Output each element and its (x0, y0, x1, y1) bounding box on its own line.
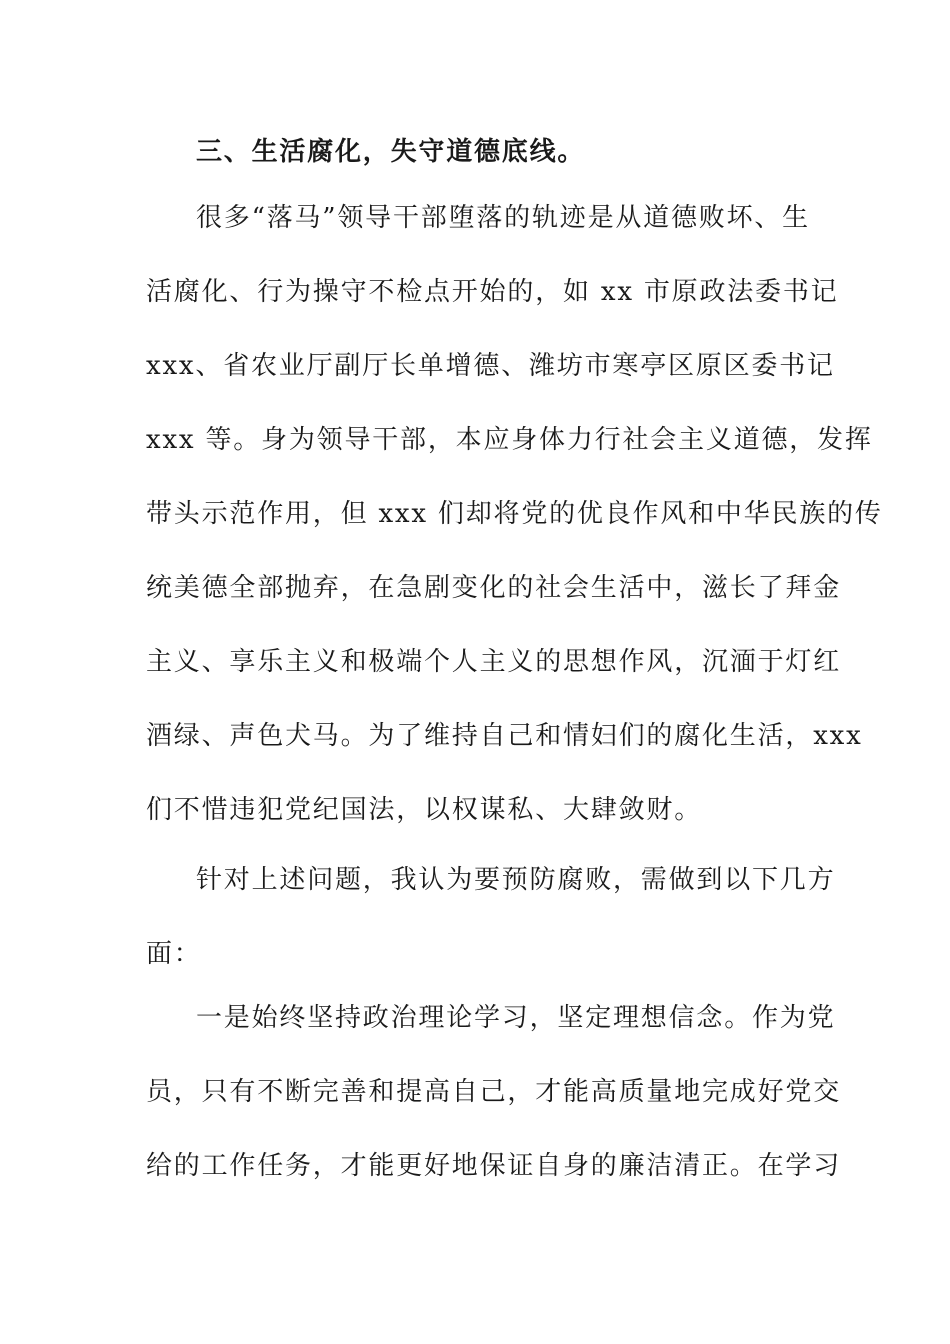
paragraph-line: 一是始终坚持政治理论学习，坚定理想信念。作为党 (196, 1003, 836, 1033)
paragraph-line: 员，只有不断完善和提高自己，才能高质量地完成好党交 (146, 1077, 842, 1107)
paragraph-line: 酒绿、声色犬马。为了维持自己和情妇们的腐化生活，xxx (146, 721, 863, 751)
paragraph-line: 面： (146, 939, 202, 969)
paragraph-line: xxx 等。身为领导干部，本应身体力行社会主义道德，发挥 (146, 425, 873, 455)
paragraph-line: 带头示范作用，但 xxx 们却将党的优良作风和中华民族的传 (146, 499, 883, 529)
paragraph-line: xxx、省农业厅副厅长单增德、潍坊市寒亭区原区委书记 (146, 351, 835, 381)
paragraph-line: 针对上述问题，我认为要预防腐败，需做到以下几方 (196, 865, 836, 895)
paragraph-line: 们不惜违犯党纪国法，以权谋私、大肆敛财。 (146, 795, 703, 825)
paragraph-line: 主义、享乐主义和极端个人主义的思想作风，沉湎于灯红 (146, 647, 842, 677)
paragraph-line: 给的工作任务，才能更好地保证自身的廉洁清正。在学习 (146, 1151, 842, 1181)
paragraph-line: 很多“落马”领导干部堕落的轨迹是从道德败坏、生 (196, 203, 810, 233)
paragraph-line: 统美德全部抛弃，在急剧变化的社会生活中，滋长了拜金 (146, 573, 842, 603)
paragraph-line: 活腐化、行为操守不检点开始的，如 xx 市原政法委书记 (146, 277, 839, 307)
section-heading: 三、生活腐化，失守道德底线。 (196, 137, 586, 167)
